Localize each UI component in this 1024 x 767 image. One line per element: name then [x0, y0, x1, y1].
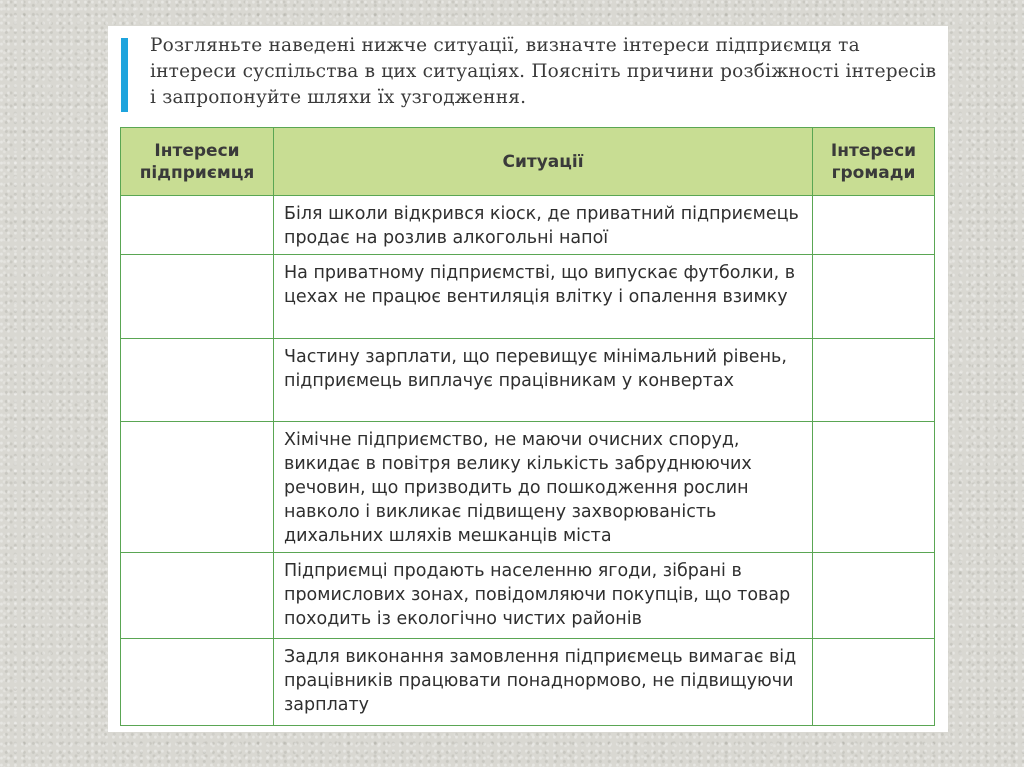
situation-cell: Підприємці продають населенню ягоди, зібрані в промислових зонах, повідомляючи покупців, що товар походить із екологічно чистих районів — [274, 553, 813, 639]
table-row — [121, 339, 935, 422]
table-row — [121, 196, 935, 255]
situations-table — [120, 127, 935, 726]
header-situations: Ситуації — [274, 128, 813, 196]
situation-cell: Задля виконання замовлення підприємець вимагає від працівників працювати понаднормово, не підвищуючи зарплату — [274, 639, 813, 726]
situation-cell: Частину зарплати, що перевищує мінімальний рівень, підприємець виплачує працівникам у конвертах — [274, 339, 813, 422]
task-instruction: Розгляньте наведені нижче ситуації, визначте інтереси підприємця та інтереси суспільства в цих ситуаціях. Поясніть причини розбіжності інтересів і запропонуйте шляхи їх узгодження. — [150, 35, 937, 108]
community-interest-cell[interactable] — [813, 639, 935, 726]
community-interest-cell[interactable] — [813, 196, 935, 255]
table-header-row — [121, 128, 935, 196]
entrepreneur-interest-cell[interactable] — [121, 553, 274, 639]
community-interest-cell[interactable] — [813, 553, 935, 639]
entrepreneur-interest-cell[interactable] — [121, 339, 274, 422]
situation-cell: Біля школи відкрився кіоск, де приватний підприємець продає на розлив алкогольні напої — [274, 196, 813, 255]
accent-bar — [121, 38, 128, 112]
entrepreneur-interest-cell[interactable] — [121, 255, 274, 339]
table-row — [121, 553, 935, 639]
table-row — [121, 255, 935, 339]
header-community-interests: Інтереси громади — [813, 128, 935, 196]
situation-cell: На приватному підприємстві, що випускає футболки, в цехах не працює вентиляція влітку і опалення взимку — [274, 255, 813, 339]
table-row — [121, 422, 935, 553]
community-interest-cell[interactable] — [813, 255, 935, 339]
situation-cell: Хімічне підприємство, не маючи очисних споруд, викидає в повітря велику кількість забруднюючих речовин, що призводить до пошкодження рослин навколо і викликає підвищену захворюваність дихальних шляхів мешканців міста — [274, 422, 813, 553]
community-interest-cell[interactable] — [813, 339, 935, 422]
entrepreneur-interest-cell[interactable] — [121, 422, 274, 553]
header-entrepreneur-interests: Інтереси підприємця — [121, 128, 274, 196]
table-row — [121, 639, 935, 726]
entrepreneur-interest-cell[interactable] — [121, 639, 274, 726]
entrepreneur-interest-cell[interactable] — [121, 196, 274, 255]
community-interest-cell[interactable] — [813, 422, 935, 553]
